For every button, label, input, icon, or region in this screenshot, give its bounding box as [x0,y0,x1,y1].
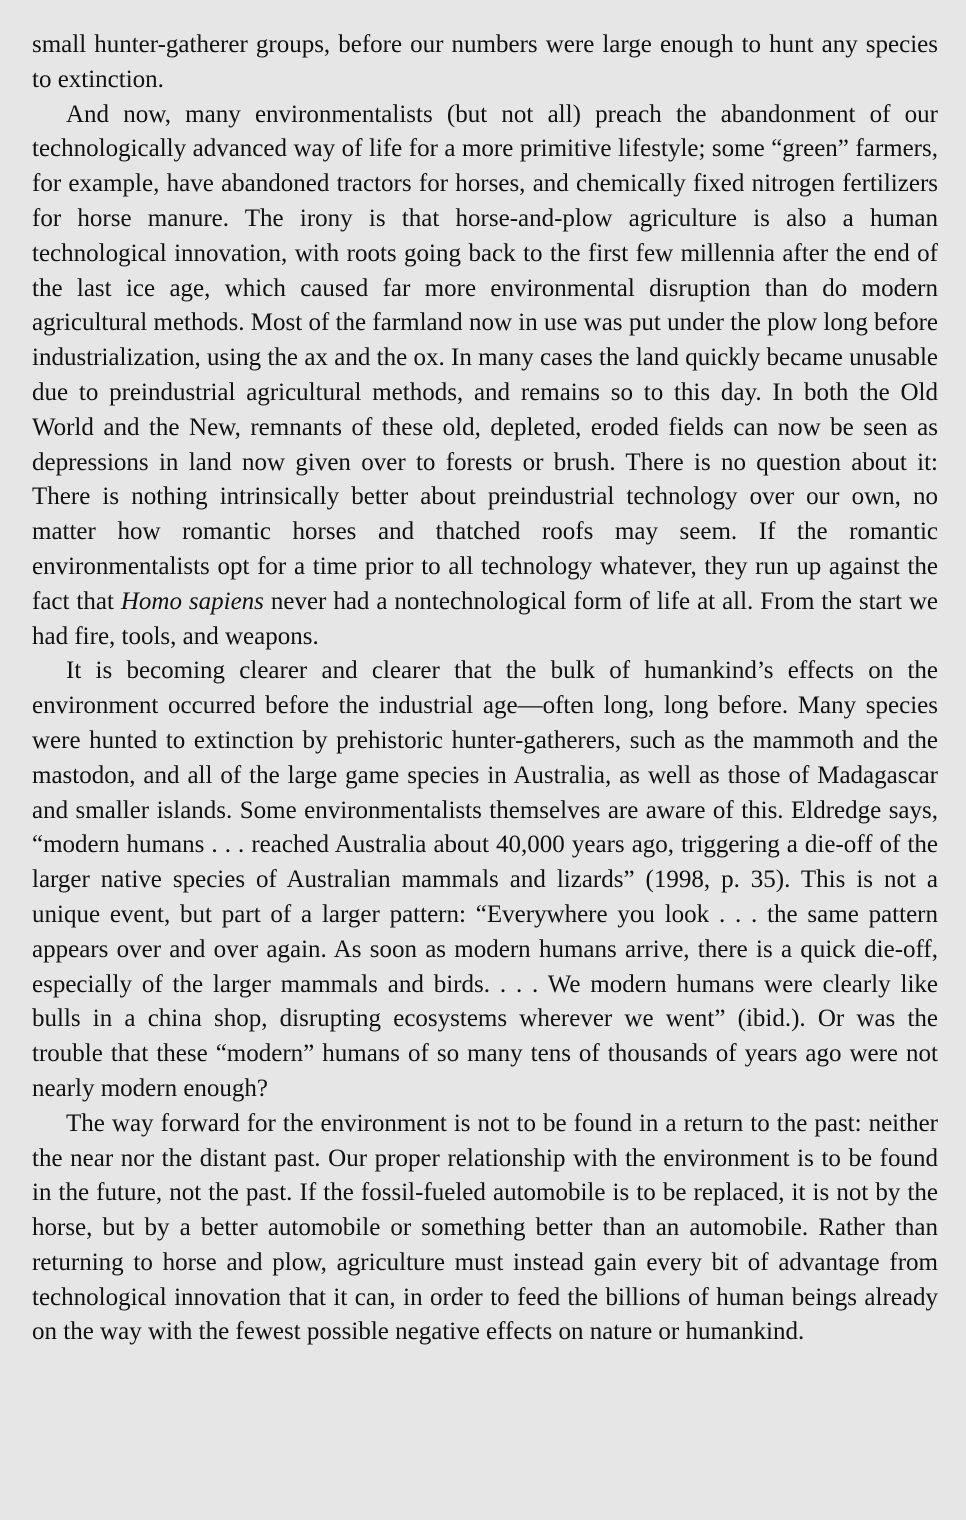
paragraph-continuation: small hunter-gatherer groups, before our numbers were large enough to hunt any species to extinction. [32,31,938,93]
species-name-italic: Homo sapiens [120,587,264,615]
paragraph-text-after-italic: never had a nontechnological form of life at all. From the start we had fire, tools, and weapons. [32,587,938,650]
paragraph-primitive-lifestyle [32,98,938,655]
paragraph-way-forward: The way forward for the environment is not to be found in a return to the past: neither the near nor the distant past. Our proper relationship with the environment is to be found in the future, not the past. If the fossil-fueled automobile is to be replaced, it is not by the horse, but by a better automobile or something better than an automobile. Rather than returning to horse and plow, agriculture must instead gain every bit of advantage from technological innovation that it can, in order to feed the billions of human beings already on the way with the fewest possible negative effects on nature or humankind. [32,1109,938,1346]
document-page [32,28,938,1350]
paragraph-text-before-italic: And now, many environmentalists (but not all) preach the abandonment of our technologically advanced way of life for a more primitive lifestyle; some “green” farmers, for example, have abandoned tractors for horses, and chemically fixed nitrogen fertilizers for horse manure. The irony is that horse-and-plow agriculture is also a human technological innovation, with roots going back to the first few millennia after the end of the last ice age, which caused far more environmental disruption than do modern agricultural methods. Most of the farmland now in use was put under the plow long before industrialization, using the ax and the ox. In many cases the land quickly became unusable due to preindustrial agricultural methods, and remains so to this day. In both the Old World and the New, remnants of these old, depleted, eroded fields can now be seen as depressions in land now given over to forests or brush. There is no question about it: There is nothing intrinsically better about preindustrial technology over our own, no matter how romantic horses and thatched roofs may seem. If the romantic environmentalists opt for a time prior to all technology whatever, they run up against the fact that [32,100,938,615]
paragraph-preindustrial-effects: It is becoming clearer and clearer that the bulk of humankind’s effects on the environment occurred before the industrial age—often long, long before. Many species were hunted to extinction by prehistoric hunter-gatherers, such as the mammoth and the mastodon, and all of the large game species in Australia, as well as those of Madagascar and smaller islands. Some environmentalists themselves are aware of this. Eldredge says, “modern humans . . . reached Australia about 40,000 years ago, triggering a die-off of the larger native species of Australian mammals and lizards” (1998, p. 35). This is not a unique event, but part of a larger pattern: “Everywhere you look . . . the same pattern appears over and over again. As soon as modern humans arrive, there is a quick die-off, especially of the larger mammals and birds. . . . We modern humans were clearly like bulls in a china shop, disrupting ecosystems wherever we went” (ibid.). Or was the trouble that these “modern” humans of so many tens of thousands of years ago were not nearly modern enough? [32,657,938,1102]
